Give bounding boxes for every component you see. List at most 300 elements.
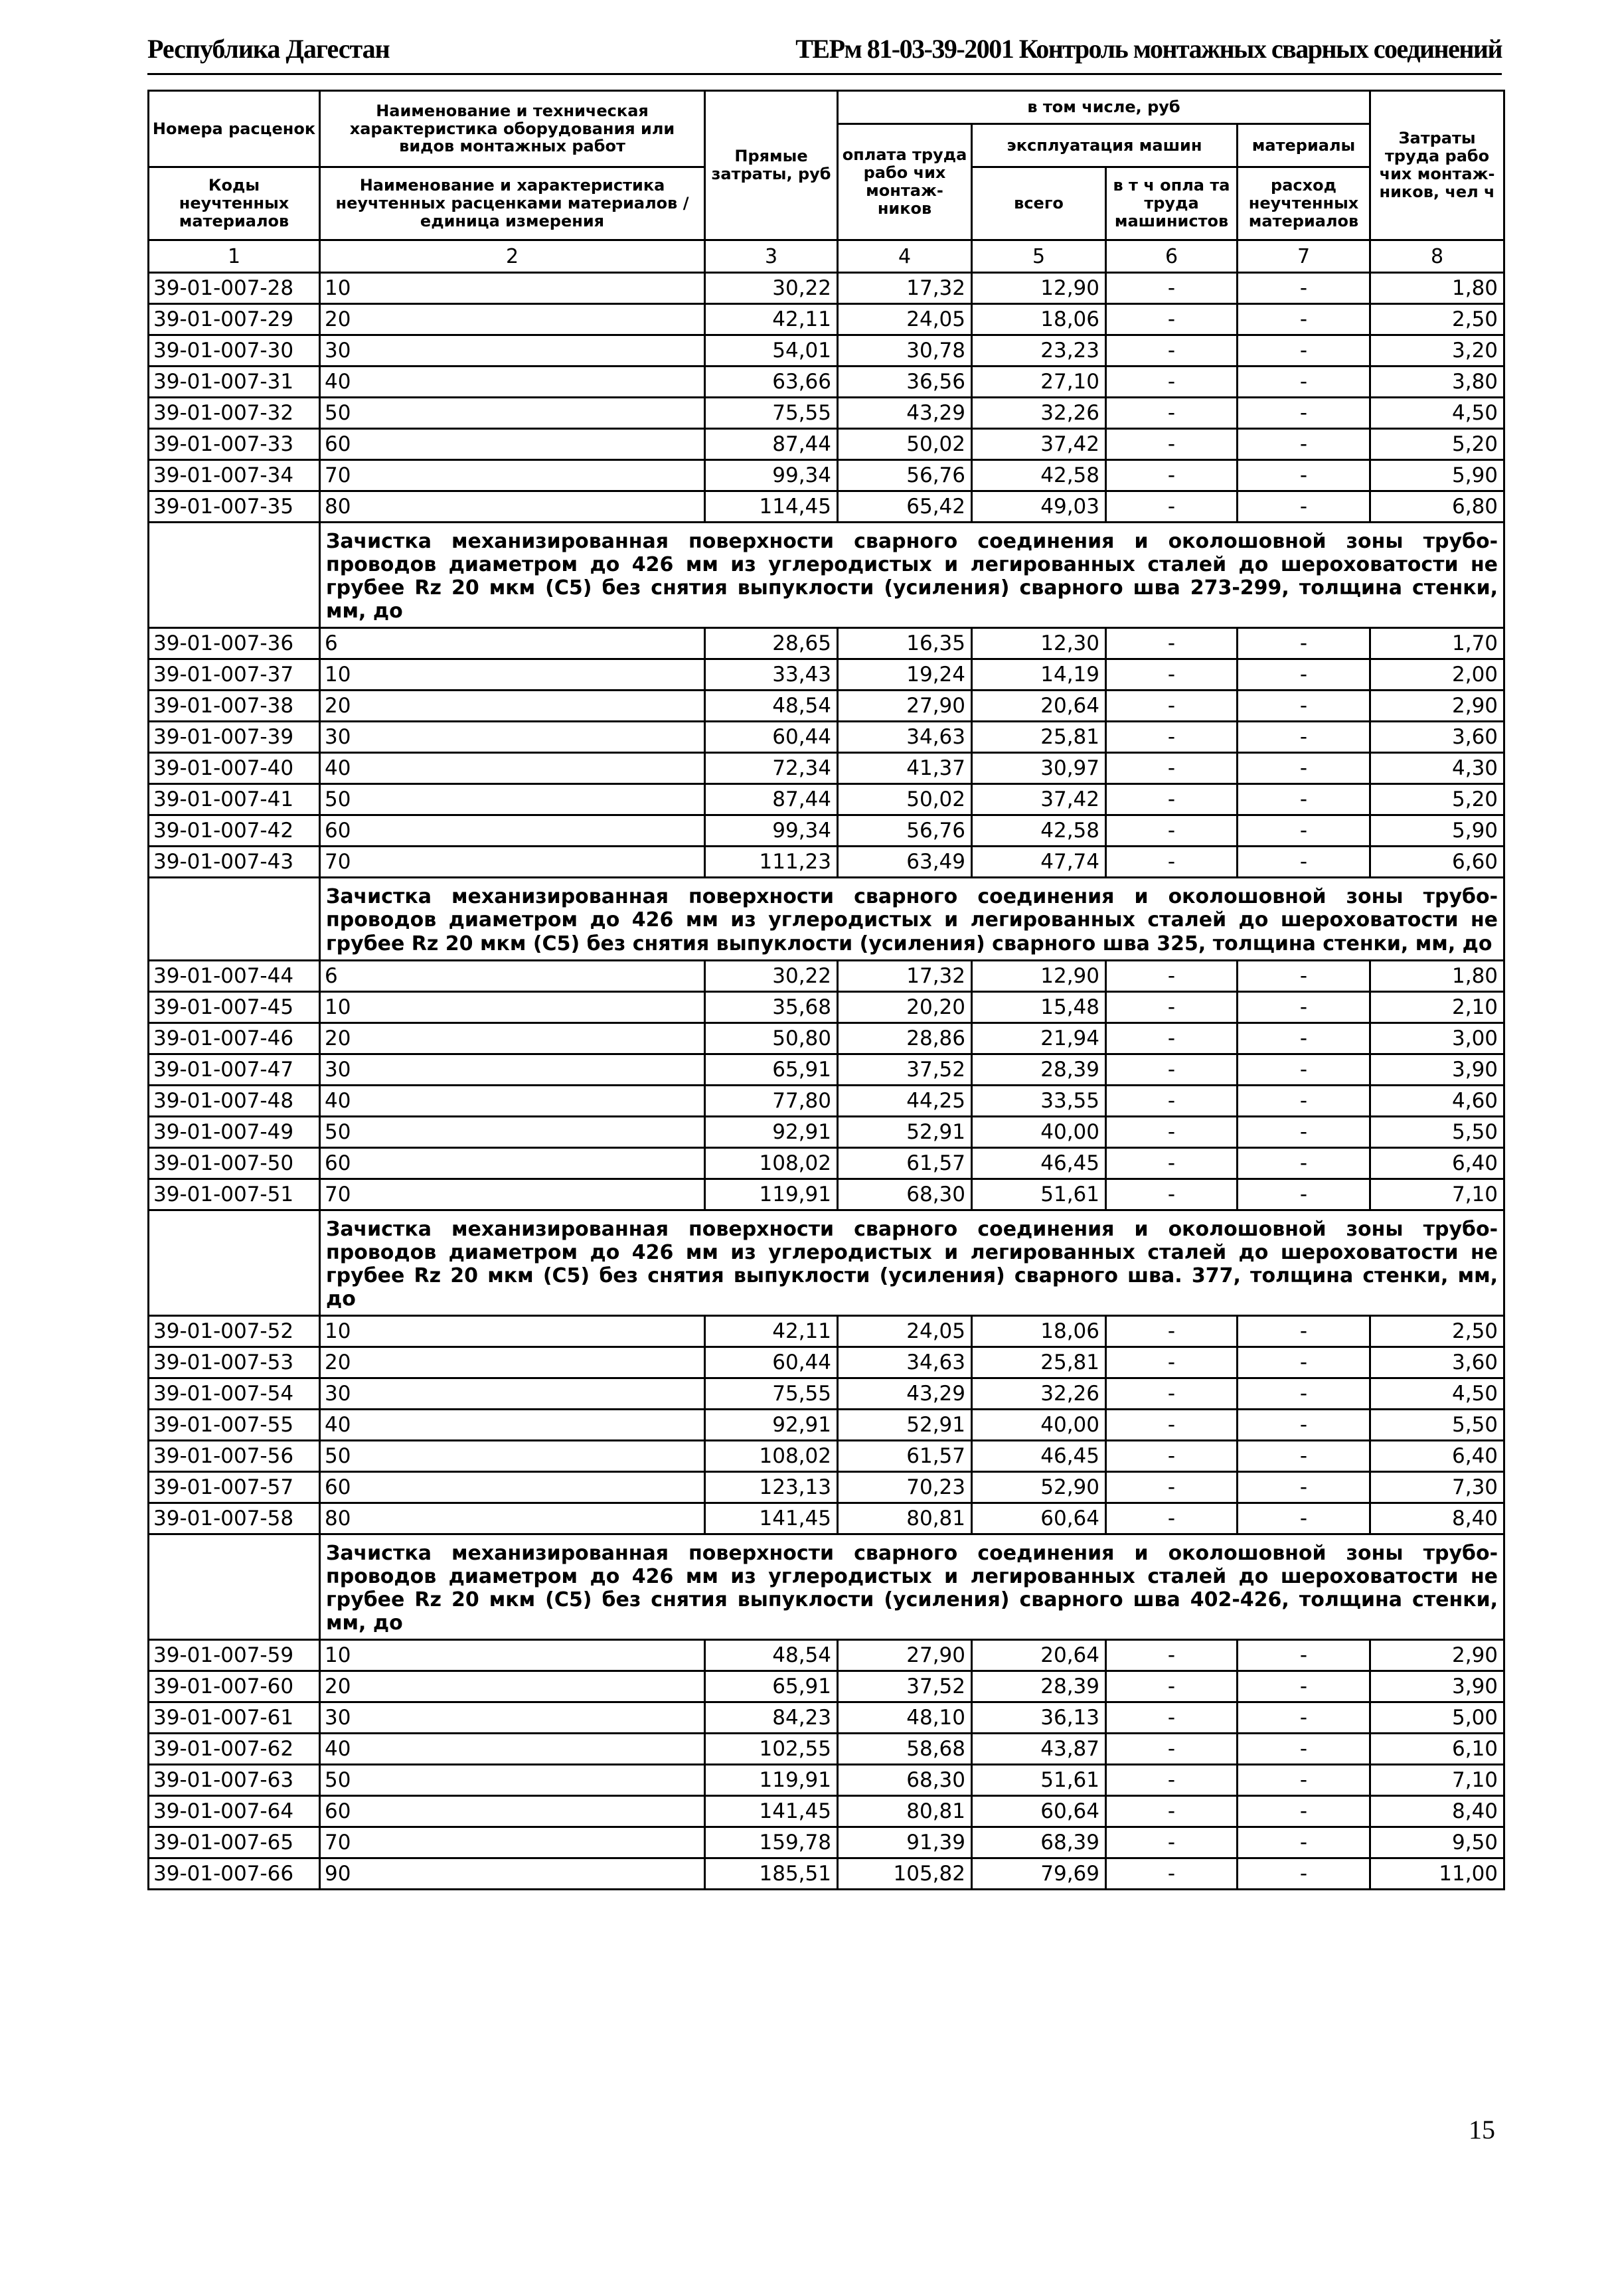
- work-param-cell: 70: [320, 1827, 705, 1858]
- header-labor-hours: Затраты труда рабо чих монтаж-ников, чел ч: [1370, 91, 1504, 240]
- operators-pay-cell: -: [1106, 429, 1238, 460]
- direct-cost-cell: 185,51: [705, 1858, 838, 1890]
- labor-pay-cell: 68,30: [838, 1765, 972, 1796]
- rate-code-cell: 39-01-007-36: [149, 628, 320, 659]
- column-number: 8: [1370, 240, 1504, 273]
- operators-pay-cell: -: [1106, 784, 1238, 815]
- direct-cost-cell: 108,02: [705, 1441, 838, 1472]
- table-row: [149, 1054, 1504, 1085]
- materials-cell: -: [1238, 960, 1370, 991]
- rate-code-cell: 39-01-007-38: [149, 691, 320, 722]
- table-row: [149, 1827, 1504, 1858]
- machines-total-cell: 43,87: [972, 1734, 1106, 1765]
- price-table: [147, 90, 1505, 1890]
- materials-cell: -: [1238, 367, 1370, 398]
- operators-pay-cell: -: [1106, 1765, 1238, 1796]
- table-row: [149, 1023, 1504, 1054]
- work-param-cell: 10: [320, 991, 705, 1023]
- labor-hours-cell: 1,80: [1370, 960, 1504, 991]
- work-param-cell: 70: [320, 460, 705, 491]
- machines-total-cell: 18,06: [972, 1316, 1106, 1347]
- rate-code-cell: 39-01-007-61: [149, 1702, 320, 1734]
- machines-total-cell: 25,81: [972, 1347, 1106, 1378]
- work-param-cell: 20: [320, 1671, 705, 1702]
- labor-pay-cell: 52,91: [838, 1116, 972, 1147]
- materials-cell: -: [1238, 335, 1370, 367]
- labor-pay-cell: 24,05: [838, 304, 972, 335]
- labor-hours-cell: 5,90: [1370, 460, 1504, 491]
- labor-hours-cell: 7,10: [1370, 1179, 1504, 1210]
- labor-hours-cell: 5,50: [1370, 1116, 1504, 1147]
- labor-hours-cell: 5,20: [1370, 784, 1504, 815]
- table-row: [149, 1472, 1504, 1503]
- labor-hours-cell: 1,70: [1370, 628, 1504, 659]
- work-param-cell: 60: [320, 429, 705, 460]
- labor-hours-cell: 5,20: [1370, 429, 1504, 460]
- header-labor-pay: оплата труда рабо чих монтаж-ников: [838, 124, 972, 240]
- rate-code-cell: 39-01-007-47: [149, 1054, 320, 1085]
- operators-pay-cell: -: [1106, 1472, 1238, 1503]
- labor-pay-cell: 20,20: [838, 991, 972, 1023]
- materials-cell: -: [1238, 691, 1370, 722]
- rate-code-cell: 39-01-007-40: [149, 753, 320, 784]
- rate-code-cell: 39-01-007-62: [149, 1734, 320, 1765]
- rate-code-cell: 39-01-007-63: [149, 1765, 320, 1796]
- machines-total-cell: 33,55: [972, 1085, 1106, 1116]
- work-param-cell: 60: [320, 1147, 705, 1179]
- materials-cell: -: [1238, 1827, 1370, 1858]
- region-title: Республика Дагестан: [147, 34, 390, 64]
- direct-cost-cell: 75,55: [705, 1378, 838, 1410]
- section-title: Зачистка механизированная поверхности сварного соединения и околошовной зоны трубо-проводов диаметром до 426 мм из углеродистых и легированных сталей до шероховатости не грубее Rz 20 мкм (С5) без снятия выпуклости (усиления) сварного шва 273-299, толщина стенки, мм, до: [320, 523, 1504, 628]
- rate-code-cell: 39-01-007-53: [149, 1347, 320, 1378]
- rate-code-cell: 39-01-007-43: [149, 847, 320, 878]
- operators-pay-cell: -: [1106, 847, 1238, 878]
- table-row: [149, 691, 1504, 722]
- rate-code-cell: 39-01-007-49: [149, 1116, 320, 1147]
- table-row: [149, 1765, 1504, 1796]
- operators-pay-cell: -: [1106, 1410, 1238, 1441]
- direct-cost-cell: 102,55: [705, 1734, 838, 1765]
- table-row: [149, 273, 1504, 304]
- machines-total-cell: 28,39: [972, 1054, 1106, 1085]
- rate-code-cell: 39-01-007-32: [149, 398, 320, 429]
- labor-pay-cell: 37,52: [838, 1054, 972, 1085]
- direct-cost-cell: 92,91: [705, 1116, 838, 1147]
- direct-cost-cell: 42,11: [705, 1316, 838, 1347]
- section-title: Зачистка механизированная поверхности сварного соединения и околошовной зоны трубо-проводов диаметром до 426 мм из углеродистых и легированных сталей до шероховатости не грубее Rz 20 мкм (С5) без снятия выпуклости (усиления) сварного шва 402-426, толщина стенки, мм, до: [320, 1534, 1504, 1640]
- labor-hours-cell: 3,20: [1370, 335, 1504, 367]
- labor-pay-cell: 30,78: [838, 335, 972, 367]
- labor-pay-cell: 43,29: [838, 1378, 972, 1410]
- direct-cost-cell: 65,91: [705, 1671, 838, 1702]
- labor-pay-cell: 37,52: [838, 1671, 972, 1702]
- section-title: Зачистка механизированная поверхности сварного соединения и околошовной зоны трубо-проводов диаметром до 426 мм из углеродистых и легированных сталей до шероховатости не грубее Rz 20 мкм (С5) без снятия выпуклости (усиления) сварного шва 325, толщина стенки, мм, до: [320, 878, 1504, 960]
- header-machines-total: всего: [972, 167, 1106, 240]
- operators-pay-cell: -: [1106, 1503, 1238, 1534]
- operators-pay-cell: -: [1106, 1827, 1238, 1858]
- operators-pay-cell: -: [1106, 335, 1238, 367]
- labor-pay-cell: 17,32: [838, 273, 972, 304]
- table-row: [149, 628, 1504, 659]
- work-param-cell: 60: [320, 1472, 705, 1503]
- labor-hours-cell: 6,80: [1370, 491, 1504, 523]
- labor-hours-cell: 3,60: [1370, 1347, 1504, 1378]
- labor-hours-cell: 7,30: [1370, 1472, 1504, 1503]
- labor-hours-cell: 2,10: [1370, 991, 1504, 1023]
- machines-total-cell: 51,61: [972, 1179, 1106, 1210]
- materials-cell: -: [1238, 491, 1370, 523]
- work-param-cell: 20: [320, 691, 705, 722]
- table-row: [149, 659, 1504, 691]
- table-row: [149, 1503, 1504, 1534]
- direct-cost-cell: 111,23: [705, 847, 838, 878]
- machines-total-cell: 12,30: [972, 628, 1106, 659]
- operators-pay-cell: -: [1106, 1858, 1238, 1890]
- page-number: 15: [1469, 2115, 1495, 2145]
- table-row: [149, 960, 1504, 991]
- work-param-cell: 50: [320, 1441, 705, 1472]
- operators-pay-cell: -: [1106, 722, 1238, 753]
- machines-total-cell: 40,00: [972, 1116, 1106, 1147]
- section-title-row: [149, 523, 1504, 628]
- rate-code-cell: 39-01-007-44: [149, 960, 320, 991]
- labor-hours-cell: 2,00: [1370, 659, 1504, 691]
- table-row: [149, 367, 1504, 398]
- machines-total-cell: 28,39: [972, 1671, 1106, 1702]
- labor-hours-cell: 5,90: [1370, 815, 1504, 847]
- operators-pay-cell: -: [1106, 1378, 1238, 1410]
- labor-pay-cell: 28,86: [838, 1023, 972, 1054]
- operators-pay-cell: -: [1106, 398, 1238, 429]
- operators-pay-cell: -: [1106, 628, 1238, 659]
- direct-cost-cell: 141,45: [705, 1796, 838, 1827]
- machines-total-cell: 20,64: [972, 1640, 1106, 1671]
- labor-hours-cell: 2,90: [1370, 1640, 1504, 1671]
- header-material-consumption: расход неучтенных материалов: [1238, 167, 1370, 240]
- machines-total-cell: 47,74: [972, 847, 1106, 878]
- machines-total-cell: 36,13: [972, 1702, 1106, 1734]
- labor-pay-cell: 34,63: [838, 722, 972, 753]
- column-number: 4: [838, 240, 972, 273]
- labor-hours-cell: 3,90: [1370, 1054, 1504, 1085]
- materials-cell: -: [1238, 1179, 1370, 1210]
- rate-code-cell: 39-01-007-30: [149, 335, 320, 367]
- work-param-cell: 6: [320, 628, 705, 659]
- direct-cost-cell: 72,34: [705, 753, 838, 784]
- materials-cell: -: [1238, 1054, 1370, 1085]
- operators-pay-cell: -: [1106, 367, 1238, 398]
- labor-pay-cell: 43,29: [838, 398, 972, 429]
- materials-cell: -: [1238, 1640, 1370, 1671]
- page-header: [147, 33, 1502, 75]
- table-row: [149, 1085, 1504, 1116]
- machines-total-cell: 27,10: [972, 367, 1106, 398]
- direct-cost-cell: 119,91: [705, 1765, 838, 1796]
- materials-cell: -: [1238, 722, 1370, 753]
- rate-code-cell: 39-01-007-28: [149, 273, 320, 304]
- operators-pay-cell: -: [1106, 691, 1238, 722]
- labor-hours-cell: 3,90: [1370, 1671, 1504, 1702]
- materials-cell: -: [1238, 1702, 1370, 1734]
- table-row: [149, 1347, 1504, 1378]
- rate-code-cell: 39-01-007-37: [149, 659, 320, 691]
- labor-pay-cell: 17,32: [838, 960, 972, 991]
- operators-pay-cell: -: [1106, 1640, 1238, 1671]
- work-param-cell: 40: [320, 753, 705, 784]
- labor-hours-cell: 5,50: [1370, 1410, 1504, 1441]
- direct-cost-cell: 65,91: [705, 1054, 838, 1085]
- direct-cost-cell: 87,44: [705, 429, 838, 460]
- header-operators-pay: в т ч опла та труда машинистов: [1106, 167, 1238, 240]
- table-row: [149, 1640, 1504, 1671]
- machines-total-cell: 14,19: [972, 659, 1106, 691]
- machines-total-cell: 46,45: [972, 1147, 1106, 1179]
- column-number: 6: [1106, 240, 1238, 273]
- work-param-cell: 40: [320, 1085, 705, 1116]
- direct-cost-cell: 48,54: [705, 1640, 838, 1671]
- direct-cost-cell: 35,68: [705, 991, 838, 1023]
- rate-code-cell: 39-01-007-59: [149, 1640, 320, 1671]
- work-param-cell: 80: [320, 491, 705, 523]
- column-number: 7: [1238, 240, 1370, 273]
- table-row: [149, 460, 1504, 491]
- materials-cell: -: [1238, 1734, 1370, 1765]
- labor-hours-cell: 2,50: [1370, 1316, 1504, 1347]
- labor-pay-cell: 52,91: [838, 1410, 972, 1441]
- direct-cost-cell: 54,01: [705, 335, 838, 367]
- header-direct-costs: Прямые затраты, руб: [705, 91, 838, 240]
- labor-hours-cell: 8,40: [1370, 1503, 1504, 1534]
- machines-total-cell: 46,45: [972, 1441, 1106, 1472]
- machines-total-cell: 32,26: [972, 1378, 1106, 1410]
- machines-total-cell: 21,94: [972, 1023, 1106, 1054]
- labor-pay-cell: 56,76: [838, 815, 972, 847]
- rate-code-cell: 39-01-007-39: [149, 722, 320, 753]
- operators-pay-cell: -: [1106, 960, 1238, 991]
- materials-cell: -: [1238, 784, 1370, 815]
- table-row: [149, 491, 1504, 523]
- table-row: [149, 1116, 1504, 1147]
- rate-code-cell: 39-01-007-51: [149, 1179, 320, 1210]
- work-param-cell: 50: [320, 1765, 705, 1796]
- materials-cell: -: [1238, 1316, 1370, 1347]
- work-param-cell: 20: [320, 304, 705, 335]
- section-blank-cell: [149, 1210, 320, 1315]
- table-row: [149, 753, 1504, 784]
- rate-code-cell: 39-01-007-52: [149, 1316, 320, 1347]
- machines-total-cell: 15,48: [972, 991, 1106, 1023]
- header-materials: материалы: [1238, 124, 1370, 167]
- work-param-cell: 60: [320, 815, 705, 847]
- labor-hours-cell: 3,60: [1370, 722, 1504, 753]
- machines-total-cell: 51,61: [972, 1765, 1106, 1796]
- operators-pay-cell: -: [1106, 1702, 1238, 1734]
- column-numbers-row: [149, 240, 1504, 273]
- materials-cell: -: [1238, 1023, 1370, 1054]
- materials-cell: -: [1238, 847, 1370, 878]
- rate-code-cell: 39-01-007-34: [149, 460, 320, 491]
- table-row: [149, 1179, 1504, 1210]
- labor-hours-cell: 4,50: [1370, 398, 1504, 429]
- materials-cell: -: [1238, 1147, 1370, 1179]
- materials-cell: -: [1238, 273, 1370, 304]
- materials-cell: -: [1238, 1378, 1370, 1410]
- labor-hours-cell: 3,80: [1370, 367, 1504, 398]
- labor-pay-cell: 80,81: [838, 1503, 972, 1534]
- rate-code-cell: 39-01-007-41: [149, 784, 320, 815]
- labor-pay-cell: 61,57: [838, 1441, 972, 1472]
- direct-cost-cell: 30,22: [705, 273, 838, 304]
- operators-pay-cell: -: [1106, 1054, 1238, 1085]
- work-param-cell: 70: [320, 847, 705, 878]
- table-row: [149, 304, 1504, 335]
- direct-cost-cell: 42,11: [705, 304, 838, 335]
- direct-cost-cell: 92,91: [705, 1410, 838, 1441]
- work-param-cell: 30: [320, 722, 705, 753]
- operators-pay-cell: -: [1106, 273, 1238, 304]
- materials-cell: -: [1238, 1116, 1370, 1147]
- labor-pay-cell: 50,02: [838, 429, 972, 460]
- table-row: [149, 398, 1504, 429]
- direct-cost-cell: 114,45: [705, 491, 838, 523]
- materials-cell: -: [1238, 1347, 1370, 1378]
- work-param-cell: 70: [320, 1179, 705, 1210]
- direct-cost-cell: 123,13: [705, 1472, 838, 1503]
- direct-cost-cell: 33,43: [705, 659, 838, 691]
- machines-total-cell: 12,90: [972, 273, 1106, 304]
- machines-total-cell: 25,81: [972, 722, 1106, 753]
- work-param-cell: 40: [320, 1410, 705, 1441]
- machines-total-cell: 68,39: [972, 1827, 1106, 1858]
- column-number: 5: [972, 240, 1106, 273]
- labor-hours-cell: 6,10: [1370, 1734, 1504, 1765]
- table-row: [149, 991, 1504, 1023]
- machines-total-cell: 12,90: [972, 960, 1106, 991]
- column-number: 2: [320, 240, 705, 273]
- operators-pay-cell: -: [1106, 460, 1238, 491]
- labor-hours-cell: 6,40: [1370, 1441, 1504, 1472]
- labor-hours-cell: 11,00: [1370, 1858, 1504, 1890]
- direct-cost-cell: 159,78: [705, 1827, 838, 1858]
- direct-cost-cell: 119,91: [705, 1179, 838, 1210]
- table-row: [149, 429, 1504, 460]
- materials-cell: -: [1238, 659, 1370, 691]
- rate-code-cell: 39-01-007-50: [149, 1147, 320, 1179]
- section-blank-cell: [149, 878, 320, 960]
- labor-hours-cell: 6,40: [1370, 1147, 1504, 1179]
- operators-pay-cell: -: [1106, 1347, 1238, 1378]
- work-param-cell: 10: [320, 1316, 705, 1347]
- work-param-cell: 20: [320, 1347, 705, 1378]
- materials-cell: -: [1238, 1410, 1370, 1441]
- work-param-cell: 20: [320, 1023, 705, 1054]
- column-number: 1: [149, 240, 320, 273]
- work-param-cell: 60: [320, 1796, 705, 1827]
- labor-pay-cell: 48,10: [838, 1702, 972, 1734]
- table-row: [149, 847, 1504, 878]
- direct-cost-cell: 108,02: [705, 1147, 838, 1179]
- section-title-row: [149, 1210, 1504, 1315]
- labor-pay-cell: 50,02: [838, 784, 972, 815]
- materials-cell: -: [1238, 753, 1370, 784]
- direct-cost-cell: 50,80: [705, 1023, 838, 1054]
- work-param-cell: 30: [320, 1378, 705, 1410]
- machines-total-cell: 32,26: [972, 398, 1106, 429]
- operators-pay-cell: -: [1106, 1796, 1238, 1827]
- operators-pay-cell: -: [1106, 815, 1238, 847]
- work-param-cell: 30: [320, 335, 705, 367]
- materials-cell: -: [1238, 1472, 1370, 1503]
- rate-code-cell: 39-01-007-45: [149, 991, 320, 1023]
- operators-pay-cell: -: [1106, 1147, 1238, 1179]
- work-param-cell: 50: [320, 1116, 705, 1147]
- operators-pay-cell: -: [1106, 1116, 1238, 1147]
- table-row: [149, 1316, 1504, 1347]
- work-param-cell: 40: [320, 367, 705, 398]
- table-row: [149, 1378, 1504, 1410]
- table-row: [149, 1671, 1504, 1702]
- direct-cost-cell: 63,66: [705, 367, 838, 398]
- header-machine-operation: эксплуатация машин: [972, 124, 1238, 167]
- table-row: [149, 1702, 1504, 1734]
- direct-cost-cell: 99,34: [705, 460, 838, 491]
- labor-pay-cell: 68,30: [838, 1179, 972, 1210]
- operators-pay-cell: -: [1106, 991, 1238, 1023]
- table-row: [149, 1734, 1504, 1765]
- materials-cell: -: [1238, 991, 1370, 1023]
- rate-code-cell: 39-01-007-54: [149, 1378, 320, 1410]
- labor-pay-cell: 27,90: [838, 691, 972, 722]
- labor-pay-cell: 16,35: [838, 628, 972, 659]
- operators-pay-cell: -: [1106, 1734, 1238, 1765]
- rate-code-cell: 39-01-007-57: [149, 1472, 320, 1503]
- work-param-cell: 30: [320, 1054, 705, 1085]
- rate-code-cell: 39-01-007-66: [149, 1858, 320, 1890]
- labor-pay-cell: 105,82: [838, 1858, 972, 1890]
- materials-cell: -: [1238, 1671, 1370, 1702]
- rate-code-cell: 39-01-007-55: [149, 1410, 320, 1441]
- direct-cost-cell: 99,34: [705, 815, 838, 847]
- labor-pay-cell: 41,37: [838, 753, 972, 784]
- materials-cell: -: [1238, 628, 1370, 659]
- labor-hours-cell: 4,30: [1370, 753, 1504, 784]
- table-row: [149, 1147, 1504, 1179]
- machines-total-cell: 49,03: [972, 491, 1106, 523]
- direct-cost-cell: 30,22: [705, 960, 838, 991]
- materials-cell: -: [1238, 304, 1370, 335]
- materials-cell: -: [1238, 1796, 1370, 1827]
- work-param-cell: 80: [320, 1503, 705, 1534]
- labor-pay-cell: 44,25: [838, 1085, 972, 1116]
- table-row: [149, 722, 1504, 753]
- section-title-row: [149, 878, 1504, 960]
- operators-pay-cell: -: [1106, 1671, 1238, 1702]
- labor-pay-cell: 70,23: [838, 1472, 972, 1503]
- work-param-cell: 30: [320, 1702, 705, 1734]
- header-work-name: Наименование и техническая характеристика оборудования или видов монтажных работ: [320, 91, 705, 167]
- labor-pay-cell: 58,68: [838, 1734, 972, 1765]
- direct-cost-cell: 141,45: [705, 1503, 838, 1534]
- labor-pay-cell: 34,63: [838, 1347, 972, 1378]
- machines-total-cell: 60,64: [972, 1503, 1106, 1534]
- labor-hours-cell: 8,40: [1370, 1796, 1504, 1827]
- table-row: [149, 1858, 1504, 1890]
- operators-pay-cell: -: [1106, 753, 1238, 784]
- header-material-names: Наименование и характеристика неучтенных расценками материалов / единица измерения: [320, 167, 705, 240]
- machines-total-cell: 23,23: [972, 335, 1106, 367]
- materials-cell: -: [1238, 1085, 1370, 1116]
